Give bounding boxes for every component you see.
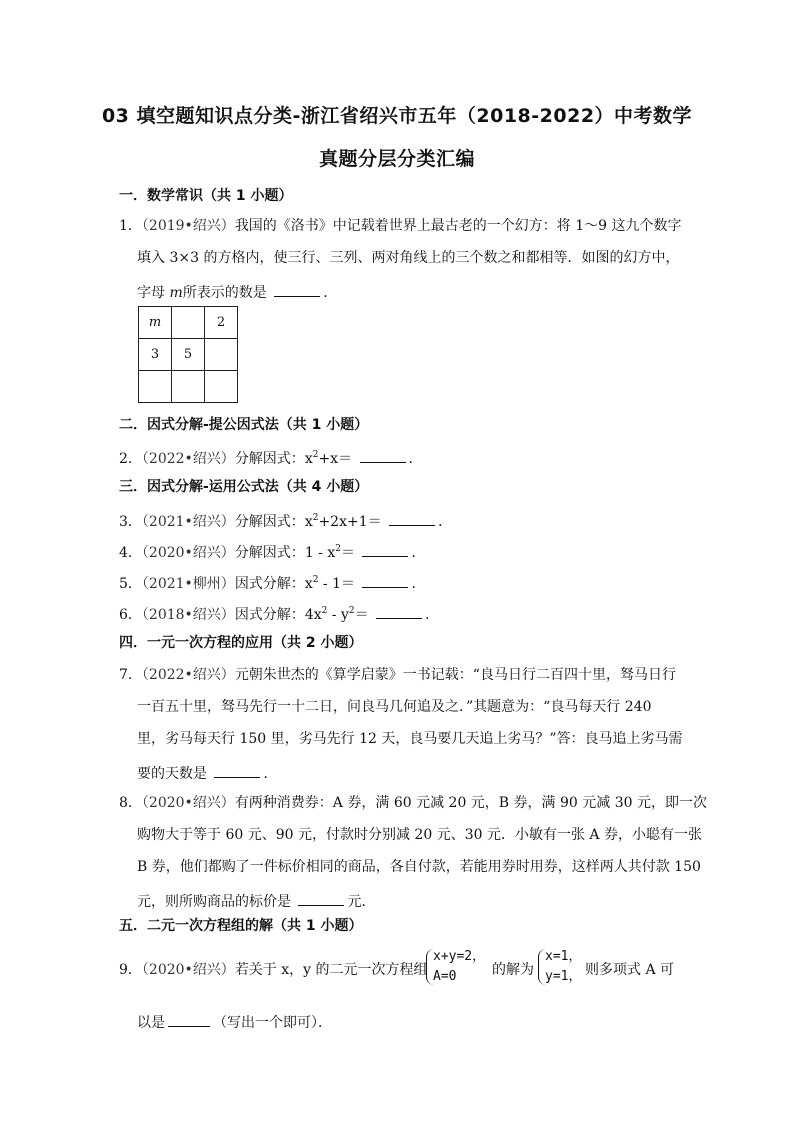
question-9-line1	[119, 962, 428, 979]
question-text: 字母	[137, 285, 165, 301]
math-expr: +2x+1＝	[318, 514, 382, 530]
question-text: 若关于 x，y 的二元一次方程组	[234, 962, 428, 978]
exponent: 2	[335, 544, 341, 554]
answer-blank[interactable]	[298, 891, 344, 906]
math-expr: - y	[327, 607, 349, 623]
exponent: 2	[312, 575, 319, 585]
exponent: 2	[312, 513, 319, 523]
question-5	[119, 573, 425, 593]
section-heading-1: 一．数学常识（共 1 小题）	[119, 188, 293, 204]
answer-blank[interactable]	[214, 763, 260, 778]
question-source: （2019•绍兴）	[141, 218, 235, 234]
question-3	[119, 511, 452, 531]
question-number: 2．	[119, 451, 142, 467]
question-text: 则多项式 A 可	[585, 962, 675, 978]
question-text: 元朝朱世杰的《算学启蒙》一书记载：“良马日行二百四十里，驽马日行	[234, 667, 676, 683]
question-number: 3．	[119, 514, 142, 530]
question-number: 4．	[119, 545, 142, 561]
question-source: （2020•绍兴）	[141, 545, 235, 561]
magic-square-grid	[138, 306, 238, 403]
math-expr: x	[304, 514, 313, 530]
grid-cell: 3	[139, 339, 172, 371]
question-text: 分解因式：	[234, 545, 305, 561]
equation: x+y=2，	[433, 949, 486, 964]
solution-system	[545, 949, 581, 984]
punctuation: ．	[411, 545, 426, 561]
equation-system	[433, 949, 485, 984]
question-text: 要的天数是	[137, 766, 207, 782]
question-4	[119, 542, 425, 562]
question-text: 所表示的数是	[182, 285, 267, 301]
question-2	[119, 448, 423, 468]
exponent: 2	[348, 606, 355, 616]
punctuation: ．	[408, 451, 423, 467]
question-source: （2020•绍兴）	[141, 962, 235, 978]
document-title-line2: 真题分层分类汇编	[318, 148, 475, 170]
question-7-line2: 一百五十里，驽马先行一十二日，问良马几何追及之．”其题意为：“良马每天行 240	[137, 699, 652, 715]
math-expr: +x＝	[318, 451, 353, 467]
math-expr: 1 - x	[304, 545, 336, 561]
question-7-line4	[137, 763, 277, 783]
question-8-line1	[119, 795, 707, 812]
question-text: 有两种消费券：A 券，满 60 元减 20 元，B 券，满 90 元减 30 元，即一次	[234, 795, 707, 811]
grid-cell: m	[139, 307, 172, 339]
section-heading-3: 三．因式分解-运用公式法（共 4 小题）	[119, 479, 369, 495]
math-expr: 4x	[304, 607, 322, 623]
section-heading-5: 五．二元一次方程组的解（共 1 小题）	[119, 918, 363, 934]
math-expr: - 1＝	[318, 576, 355, 592]
question-text: 分解因式：	[234, 451, 305, 467]
question-source: （2022•绍兴）	[141, 451, 235, 467]
grid-cell	[139, 371, 172, 403]
punctuation: ．	[323, 285, 338, 301]
equation: x=1，	[545, 949, 582, 964]
answer-blank[interactable]	[362, 542, 408, 557]
question-text: 元，则所购商品的标价是	[137, 894, 291, 910]
variable-m: m	[169, 285, 183, 301]
question-number: 6．	[119, 607, 142, 623]
question-number: 8．	[119, 795, 142, 811]
question-6	[119, 604, 439, 624]
question-source: （2021•柳州）	[141, 576, 235, 592]
question-text: （写出一个即可）．	[213, 1015, 332, 1031]
section-heading-4: 四．一元一次方程的应用（共 2 小题）	[119, 635, 363, 651]
question-source: （2021•绍兴）	[141, 514, 235, 530]
document-title-line1: 03 填空题知识点分类-浙江省绍兴市五年（2018-2022）中考数学	[101, 105, 693, 127]
question-text: 的解为	[492, 962, 534, 978]
question-8-line3: B 券，他们都购了一件标价相同的商品，各自付款，若能用券时用券，这样两人共付款 150	[137, 859, 701, 875]
question-7-line3: 里，劣马每天行 150 里，劣马先行 12 天，良马要几天追上劣马？”答：良马追上劣马需	[137, 731, 683, 747]
question-8-line4	[137, 891, 375, 911]
question-9-line2	[137, 1012, 332, 1032]
question-text: 我国的《洛书》中记载着世界上最古老的一个幻方：将 1～9 这九个数字	[234, 218, 682, 234]
question-source: （2018•绍兴）	[141, 607, 235, 623]
exponent: 2	[312, 450, 319, 460]
question-text: 以是	[137, 1015, 165, 1031]
math-expr: ＝	[354, 607, 369, 623]
grid-cell: 2	[205, 307, 238, 339]
question-1-line1	[119, 218, 682, 235]
question-8-line2: 购物大于等于 60 元、90 元，付款时分别减 20 元、30 元．小敏有一张 A 券，小聪有一张	[137, 827, 702, 843]
section-heading-2: 二．因式分解-提公因式法（共 1 小题）	[119, 417, 369, 433]
question-source: （2022•绍兴）	[141, 667, 235, 683]
question-text: 分解因式：	[234, 514, 305, 530]
math-expr: x	[304, 451, 313, 467]
math-expr: x	[304, 576, 313, 592]
question-1-line3	[137, 282, 337, 302]
punctuation: ．	[425, 607, 440, 623]
answer-blank[interactable]	[376, 604, 422, 619]
answer-blank[interactable]	[274, 282, 320, 297]
equation: y=1，	[545, 968, 582, 984]
answer-blank[interactable]	[389, 511, 435, 526]
question-number: 9．	[119, 962, 142, 978]
question-7-line1	[119, 667, 676, 684]
question-text: 因式分解：	[234, 607, 305, 623]
question-1-line2: 填入 3×3 的方格内，使三行、三列、两对角线上的三个数之和都相等．如图的幻方中，	[137, 250, 680, 266]
question-source: （2020•绍兴）	[141, 795, 235, 811]
punctuation: ．	[438, 514, 453, 530]
grid-cell	[205, 371, 238, 403]
answer-blank[interactable]	[360, 448, 406, 463]
grid-cell	[205, 339, 238, 371]
grid-cell: 5	[172, 339, 205, 371]
question-text: 因式分解：	[234, 576, 305, 592]
question-number: 5．	[119, 576, 142, 592]
math-expr: ＝	[340, 545, 355, 561]
punctuation: ．	[263, 766, 278, 782]
answer-blank[interactable]	[362, 573, 408, 588]
punctuation: ．	[411, 576, 426, 592]
question-number: 1．	[119, 218, 142, 234]
grid-cell	[172, 307, 205, 339]
unit-text: 元．	[347, 894, 376, 910]
equation: A=0	[433, 968, 457, 984]
answer-blank[interactable]	[168, 1012, 210, 1027]
question-number: 7．	[119, 667, 142, 683]
grid-cell	[172, 371, 205, 403]
exponent: 2	[321, 606, 328, 616]
